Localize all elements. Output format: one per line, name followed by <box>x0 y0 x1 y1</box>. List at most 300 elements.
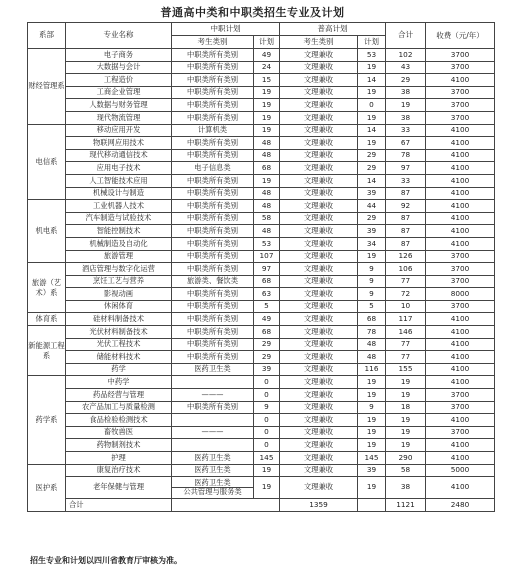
table-row <box>28 200 495 213</box>
major-cell: 储能材料技术 <box>66 351 172 364</box>
z-category-cell: 中职类所有类别 <box>172 49 254 62</box>
z-plan-cell: 19 <box>254 124 280 137</box>
header-p-category: 考生类别 <box>280 36 358 49</box>
dept-cell: 机电系 <box>28 200 66 263</box>
total-cell: 72 <box>386 288 426 301</box>
table-row <box>28 86 495 99</box>
total-cell: 87 <box>386 225 426 238</box>
table-row <box>28 49 495 62</box>
z-category-cell: 旅游类、餐饮类 <box>172 275 254 288</box>
p-plan-cell: 39 <box>358 187 386 200</box>
z-category-cell: 中职类所有类别 <box>172 74 254 87</box>
fee-cell: 3700 <box>426 300 495 313</box>
z-category-cell: 医药卫生类 <box>172 452 254 465</box>
table-row <box>28 401 495 414</box>
fee-cell: 4100 <box>426 414 495 427</box>
table-row <box>28 237 495 250</box>
table-row <box>28 212 495 225</box>
major-cell: 休闲体育 <box>66 300 172 313</box>
p-category-cell: 文理兼收 <box>280 49 358 62</box>
total-cell: 77 <box>386 275 426 288</box>
fee-cell: 3700 <box>426 111 495 124</box>
major-cell: 大数据与会计 <box>66 61 172 74</box>
major-cell: 护理 <box>66 452 172 465</box>
z-plan-cell: 48 <box>254 149 280 162</box>
total-cell: 117 <box>386 313 426 326</box>
fee-cell: 4100 <box>426 313 495 326</box>
z-plan-cell: 53 <box>254 237 280 250</box>
total-cell: 77 <box>386 351 426 364</box>
z-plan-cell: 68 <box>254 162 280 175</box>
major-cell: 现代移动通信技术 <box>66 149 172 162</box>
p-category-cell: 文理兼收 <box>280 288 358 301</box>
fee-cell: 3700 <box>426 99 495 112</box>
major-cell: 工程造价 <box>66 74 172 87</box>
total-cell: 38 <box>386 86 426 99</box>
table-row <box>28 162 495 175</box>
table-row <box>28 326 495 339</box>
p-plan-cell: 19 <box>358 137 386 150</box>
p-plan-cell: 34 <box>358 237 386 250</box>
p-plan-cell: 9 <box>358 401 386 414</box>
total-cell: 19 <box>386 389 426 402</box>
p-category-cell: 文理兼收 <box>280 338 358 351</box>
p-plan-cell: 39 <box>358 225 386 238</box>
p-category-cell: 文理兼收 <box>280 464 358 477</box>
dept-cell: 电信系 <box>28 124 66 200</box>
z-plan-cell: 19 <box>254 111 280 124</box>
p-plan-cell: 29 <box>358 162 386 175</box>
table-row <box>28 174 495 187</box>
p-plan-cell: 19 <box>358 439 386 452</box>
total-cell: 146 <box>386 326 426 339</box>
total-cell: 87 <box>386 187 426 200</box>
p-category-cell: 文理兼收 <box>280 212 358 225</box>
major-cell: 机械制造及自动化 <box>66 237 172 250</box>
z-category-cell: 中职类所有类别 <box>172 61 254 74</box>
z-plan-cell: 63 <box>254 288 280 301</box>
major-cell: 药学 <box>66 363 172 376</box>
z-category-cell: 中职类所有类别 <box>172 326 254 339</box>
total-cell: 38 <box>386 477 426 499</box>
p-category-cell: 文理兼收 <box>280 376 358 389</box>
z-plan-cell: 5 <box>254 300 280 313</box>
table-row <box>28 263 495 276</box>
dept-cell: 财经管理系 <box>28 49 66 125</box>
z-plan-cell: 48 <box>254 187 280 200</box>
p-plan-cell: 0 <box>358 99 386 112</box>
p-plan-cell: 19 <box>358 61 386 74</box>
table-row <box>28 313 495 326</box>
z-category-cell: 中职类所有类别 <box>172 401 254 414</box>
major-cell: 电子商务 <box>66 49 172 62</box>
z-category-cell: 中职类所有类别 <box>172 200 254 213</box>
dept-cell: 旅游（艺术）系 <box>28 263 66 313</box>
header-p-plan: 计划 <box>358 36 386 49</box>
major-cell: 现代物流管理 <box>66 111 172 124</box>
total-cell: 33 <box>386 174 426 187</box>
p-category-cell: 文理兼收 <box>280 313 358 326</box>
p-category-cell: 文理兼收 <box>280 74 358 87</box>
z-plan-cell: 19 <box>254 174 280 187</box>
p-plan-cell: 14 <box>358 74 386 87</box>
fee-cell: 4100 <box>426 338 495 351</box>
p-plan-cell: 145 <box>358 452 386 465</box>
total-cell: 19 <box>386 376 426 389</box>
z-plan-cell: 24 <box>254 61 280 74</box>
fee-cell: 4100 <box>426 200 495 213</box>
total-cell: 29 <box>386 74 426 87</box>
table-row <box>28 250 495 263</box>
z-category-cell: 中职类所有类别 <box>172 111 254 124</box>
major-cell: 物联网应用技术 <box>66 137 172 150</box>
total-cell: 10 <box>386 300 426 313</box>
table-row <box>28 351 495 364</box>
table-row <box>28 452 495 465</box>
major-cell: 工商企业管理 <box>66 86 172 99</box>
z-category-cell: ——— <box>172 426 254 439</box>
p-category-cell: 文理兼收 <box>280 86 358 99</box>
fee-cell: 3700 <box>426 389 495 402</box>
p-category-cell: 文理兼收 <box>280 300 358 313</box>
fee-cell: 4100 <box>426 149 495 162</box>
z-plan-cell: 19 <box>254 99 280 112</box>
z-category-cell: 中职类所有类别 <box>172 288 254 301</box>
p-category-cell: 文理兼收 <box>280 61 358 74</box>
table-row <box>28 414 495 427</box>
z-plan-cell: 48 <box>254 225 280 238</box>
p-category-cell: 文理兼收 <box>280 351 358 364</box>
table-row <box>28 149 495 162</box>
z-plan-cell: 29 <box>254 351 280 364</box>
major-cell: 应用电子技术 <box>66 162 172 175</box>
z-category-cell <box>172 414 254 427</box>
p-category-cell: 文理兼收 <box>280 200 358 213</box>
totals-row <box>28 499 495 512</box>
table-row <box>28 61 495 74</box>
z-category-line: 医药卫生类 <box>194 477 231 487</box>
z-category-cell <box>172 376 254 389</box>
major-cell: 汽车制造与试验技术 <box>66 212 172 225</box>
totals-z-plan: 1359 <box>280 499 358 512</box>
z-plan-cell: 107 <box>254 250 280 263</box>
major-cell: 机械设计与制造 <box>66 187 172 200</box>
total-cell: 290 <box>386 452 426 465</box>
total-cell: 126 <box>386 250 426 263</box>
z-category-cell: 中职类所有类别 <box>172 212 254 225</box>
header-z-category: 考生类别 <box>172 36 254 49</box>
totals-label: 合计 <box>66 499 172 512</box>
p-category-cell: 文理兼收 <box>280 250 358 263</box>
total-cell: 92 <box>386 200 426 213</box>
z-category-cell: 中职类所有类别 <box>172 250 254 263</box>
dept-cell: 体育系 <box>28 313 66 326</box>
major-cell: 烹饪工艺与营养 <box>66 275 172 288</box>
total-cell: 19 <box>386 414 426 427</box>
p-plan-cell: 19 <box>358 376 386 389</box>
total-cell: 19 <box>386 99 426 112</box>
z-category-cell: 中职类所有类别 <box>172 99 254 112</box>
total-cell: 155 <box>386 363 426 376</box>
fee-cell: 4100 <box>426 477 495 499</box>
p-category-cell: 文理兼收 <box>280 414 358 427</box>
p-plan-cell: 39 <box>358 464 386 477</box>
total-cell: 33 <box>386 124 426 137</box>
table-row <box>28 74 495 87</box>
z-plan-cell: 19 <box>254 86 280 99</box>
fee-cell: 4100 <box>426 124 495 137</box>
table-row <box>28 426 495 439</box>
total-cell: 97 <box>386 162 426 175</box>
total-cell: 77 <box>386 338 426 351</box>
z-category-cell: 计算机类 <box>172 124 254 137</box>
p-plan-cell: 53 <box>358 49 386 62</box>
total-cell: 87 <box>386 212 426 225</box>
major-cell: 光伏工程技术 <box>66 338 172 351</box>
p-plan-cell: 29 <box>358 149 386 162</box>
z-category-cell: 中职类所有类别 <box>172 237 254 250</box>
z-category-cell: 中职类所有类别 <box>172 338 254 351</box>
p-category-cell: 文理兼收 <box>280 426 358 439</box>
p-category-cell: 文理兼收 <box>280 124 358 137</box>
header-major: 专业名称 <box>66 23 172 49</box>
fee-cell: 4100 <box>426 351 495 364</box>
fee-cell: 3700 <box>426 49 495 62</box>
z-plan-cell: 9 <box>254 401 280 414</box>
header-total: 合计 <box>386 23 426 49</box>
z-category-cell: 中职类所有类别 <box>172 187 254 200</box>
z-category-line: 公共管理与服务类 <box>172 487 253 496</box>
fee-cell: 3700 <box>426 61 495 74</box>
p-plan-cell: 48 <box>358 351 386 364</box>
fee-cell: 4100 <box>426 225 495 238</box>
total-cell: 102 <box>386 49 426 62</box>
major-cell: 影视动画 <box>66 288 172 301</box>
z-category-cell: 中职类所有类别 <box>172 313 254 326</box>
p-plan-cell: 19 <box>358 250 386 263</box>
z-plan-cell: 58 <box>254 212 280 225</box>
p-plan-cell: 19 <box>358 477 386 499</box>
p-category-cell: 文理兼收 <box>280 363 358 376</box>
major-cell: 食品检验检测技术 <box>66 414 172 427</box>
table-row <box>28 376 495 389</box>
footnote: 招生专业和计划以四川省教育厅审核为准。 <box>30 556 182 565</box>
table-row <box>28 124 495 137</box>
total-cell: 58 <box>386 464 426 477</box>
table-row <box>28 338 495 351</box>
table-row <box>28 288 495 301</box>
z-plan-cell: 19 <box>254 477 280 499</box>
fee-cell: 3700 <box>426 86 495 99</box>
fee-cell: 4100 <box>426 237 495 250</box>
z-category-cell: 中职类所有类别 <box>172 263 254 276</box>
header-fee: 收费（元/年） <box>426 23 495 49</box>
p-plan-cell: 9 <box>358 263 386 276</box>
header-z-plan: 计划 <box>254 36 280 49</box>
total-cell: 67 <box>386 137 426 150</box>
major-cell: 旅游管理 <box>66 250 172 263</box>
z-category-cell: 中职类所有类别 <box>172 137 254 150</box>
p-plan-cell: 14 <box>358 124 386 137</box>
major-cell: 药品经营与管理 <box>66 389 172 402</box>
z-category-cell: 中职类所有类别 <box>172 86 254 99</box>
z-plan-cell: 145 <box>254 452 280 465</box>
z-plan-cell: 97 <box>254 263 280 276</box>
z-category-cell <box>172 439 254 452</box>
fee-cell: 4100 <box>426 162 495 175</box>
p-plan-cell: 68 <box>358 313 386 326</box>
major-cell: 康复治疗技术 <box>66 464 172 477</box>
z-category-cell: 中职类所有类别 <box>172 351 254 364</box>
major-cell: 农产品加工与质量检测 <box>66 401 172 414</box>
major-cell: 药物制剂技术 <box>66 439 172 452</box>
p-plan-cell: 78 <box>358 326 386 339</box>
z-category-cell: 医药卫生类 <box>172 464 254 477</box>
major-cell: 光伏材料制备技术 <box>66 326 172 339</box>
p-category-cell: 文理兼收 <box>280 111 358 124</box>
header-zhongzhi: 中职计划 <box>172 23 280 36</box>
p-category-cell: 文理兼收 <box>280 452 358 465</box>
p-category-cell: 文理兼收 <box>280 389 358 402</box>
dept-cell: 医护系 <box>28 464 66 511</box>
p-category-cell: 文理兼收 <box>280 187 358 200</box>
major-cell: 工业机器人技术 <box>66 200 172 213</box>
major-cell: 人工智能技术应用 <box>66 174 172 187</box>
major-cell: 人数据与财务管理 <box>66 99 172 112</box>
p-plan-cell: 116 <box>358 363 386 376</box>
z-plan-cell: 0 <box>254 376 280 389</box>
table-row <box>28 187 495 200</box>
fee-cell: 4100 <box>426 212 495 225</box>
table-row <box>28 389 495 402</box>
p-category-cell: 文理兼收 <box>280 162 358 175</box>
z-plan-cell: 68 <box>254 275 280 288</box>
totals-blank <box>172 499 280 512</box>
fee-cell: 4100 <box>426 187 495 200</box>
p-plan-cell: 19 <box>358 389 386 402</box>
p-category-cell: 文理兼收 <box>280 99 358 112</box>
total-cell: 43 <box>386 61 426 74</box>
fee-cell: 5000 <box>426 464 495 477</box>
p-category-cell: 文理兼收 <box>280 137 358 150</box>
p-category-cell: 文理兼收 <box>280 326 358 339</box>
dept-cell: 新能源工程系 <box>28 326 66 376</box>
total-cell: 87 <box>386 237 426 250</box>
z-plan-cell: 39 <box>254 363 280 376</box>
p-plan-cell: 29 <box>358 212 386 225</box>
table-row <box>28 275 495 288</box>
fee-cell: 8000 <box>426 288 495 301</box>
major-cell: 硅材料制备技术 <box>66 313 172 326</box>
fee-cell: 4100 <box>426 174 495 187</box>
z-plan-cell: 49 <box>254 313 280 326</box>
fee-cell: 4100 <box>426 137 495 150</box>
major-cell: 移动应用开发 <box>66 124 172 137</box>
p-plan-cell: 14 <box>358 174 386 187</box>
header-putong: 普高计划 <box>280 23 386 36</box>
table-row <box>28 225 495 238</box>
table-row <box>28 99 495 112</box>
p-category-cell: 文理兼收 <box>280 275 358 288</box>
p-category-cell: 文理兼收 <box>280 439 358 452</box>
z-plan-cell: 29 <box>254 338 280 351</box>
fee-cell: 4100 <box>426 326 495 339</box>
z-category-cell: ——— <box>172 389 254 402</box>
major-cell: 畜牧兽医 <box>66 426 172 439</box>
z-category-cell: 中职类所有类别 <box>172 225 254 238</box>
table-row <box>28 363 495 376</box>
fee-cell: 4100 <box>426 376 495 389</box>
fee-cell: 3700 <box>426 263 495 276</box>
p-plan-cell: 9 <box>358 275 386 288</box>
totals-blank <box>358 499 386 512</box>
z-category-cell: 中职类所有类别 <box>172 300 254 313</box>
table-row <box>28 464 495 477</box>
z-category-cell: 电子信息类 <box>172 162 254 175</box>
z-plan-cell: 49 <box>254 49 280 62</box>
p-plan-cell: 19 <box>358 86 386 99</box>
major-cell: 酒店管理与数字化运营 <box>66 263 172 276</box>
fee-cell: 4100 <box>426 452 495 465</box>
p-category-cell: 文理兼收 <box>280 225 358 238</box>
p-plan-cell: 48 <box>358 338 386 351</box>
header-dept: 系部 <box>28 23 66 49</box>
total-cell: 78 <box>386 149 426 162</box>
z-category-cell: 医药卫生类 <box>172 363 254 376</box>
major-cell: 智能控制技术 <box>66 225 172 238</box>
total-cell: 19 <box>386 439 426 452</box>
z-category-cell: 中职类所有类别 <box>172 174 254 187</box>
z-plan-cell: 48 <box>254 200 280 213</box>
z-plan-cell: 15 <box>254 74 280 87</box>
p-plan-cell: 44 <box>358 200 386 213</box>
z-category-cell: 中职类所有类别 <box>172 149 254 162</box>
fee-cell: 3700 <box>426 275 495 288</box>
fee-cell: 3700 <box>426 250 495 263</box>
fee-cell: 4100 <box>426 74 495 87</box>
total-cell: 19 <box>386 426 426 439</box>
p-plan-cell: 19 <box>358 414 386 427</box>
p-category-cell: 文理兼收 <box>280 477 358 499</box>
dept-cell: 药学系 <box>28 376 66 464</box>
z-category-cell <box>172 477 254 499</box>
page-title: 普通高中类和中职类招生专业及计划 <box>160 6 345 19</box>
z-plan-cell: 68 <box>254 326 280 339</box>
total-cell: 38 <box>386 111 426 124</box>
enrollment-table <box>27 22 495 512</box>
fee-cell: 3700 <box>426 426 495 439</box>
p-category-cell: 文理兼收 <box>280 149 358 162</box>
p-category-cell: 文理兼收 <box>280 237 358 250</box>
fee-cell: 4100 <box>426 363 495 376</box>
table-body <box>28 49 495 512</box>
table-row <box>28 439 495 452</box>
p-plan-cell: 19 <box>358 111 386 124</box>
p-plan-cell: 9 <box>358 288 386 301</box>
totals-p-plan: 1121 <box>386 499 426 512</box>
z-plan-cell: 19 <box>254 464 280 477</box>
major-cell: 老年保健与管理 <box>66 477 172 499</box>
fee-cell: 3700 <box>426 401 495 414</box>
table-row <box>28 137 495 150</box>
table-row <box>28 111 495 124</box>
major-cell: 中药学 <box>66 376 172 389</box>
p-category-cell: 文理兼收 <box>280 174 358 187</box>
z-plan-cell: 48 <box>254 137 280 150</box>
total-cell: 106 <box>386 263 426 276</box>
p-plan-cell: 19 <box>358 426 386 439</box>
p-category-cell: 文理兼收 <box>280 263 358 276</box>
